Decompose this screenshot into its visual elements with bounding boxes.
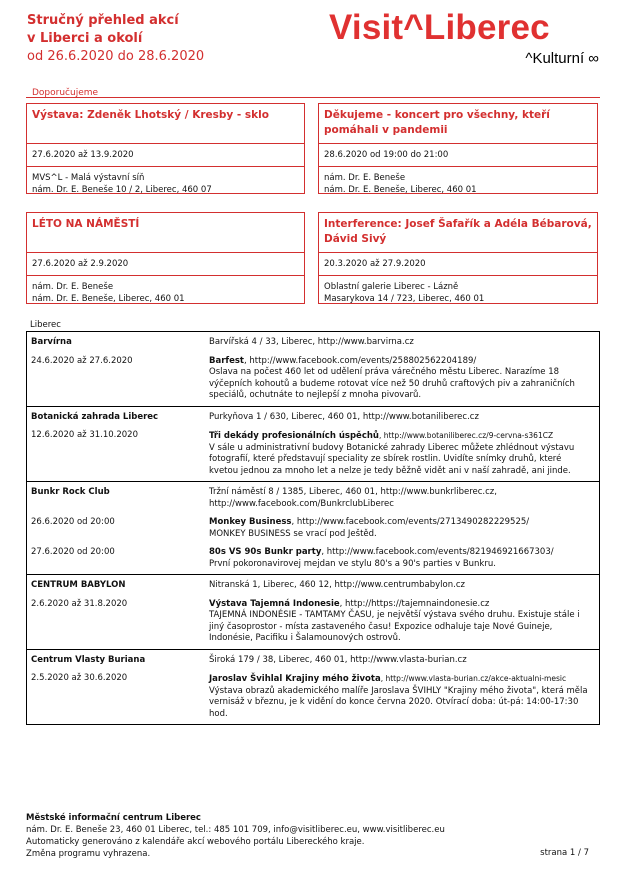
card-place-address: nám. Dr. E. Beneše, Liberec, 460 01 xyxy=(32,294,185,304)
card-place-address: nám. Dr. E. Beneše 10 / 2, Liberec, 460 07 xyxy=(32,185,212,195)
event-row xyxy=(27,349,599,402)
card-date: 27.6.2020 až 2.9.2020 xyxy=(27,253,304,276)
event-row xyxy=(27,423,599,477)
event-description: TAJEMNÁ INDONÉSIE - TAMTAMY ČASU, je největší výstava svého druhu. Existuje stále i jiný časoprostor - místa zastaveného času! Expozice odhaluje taje Nové Guineje, Indonésie, Pacifiku i Šalamounových ostrovů. xyxy=(209,610,580,643)
event-detail xyxy=(209,517,599,540)
event-date: 2.6.2020 až 31.8.2020 xyxy=(31,598,128,609)
venue-block xyxy=(27,649,599,725)
venue-header-row xyxy=(27,407,599,424)
venue-block xyxy=(27,574,599,649)
footer xyxy=(26,812,445,860)
event-row xyxy=(27,510,599,540)
footer-note: Změna programu vyhrazena. xyxy=(26,849,151,859)
event-date: 26.6.2020 od 20:00 xyxy=(31,517,115,527)
event-date: 24.6.2020 až 27.6.2020 xyxy=(31,355,133,366)
event-detail xyxy=(209,599,599,645)
card-place-name: nám. Dr. E. Beneše xyxy=(324,173,406,183)
card-place-address: nám. Dr. E. Beneše, Liberec, 460 01 xyxy=(324,185,477,195)
visit-liberec-logo xyxy=(329,8,601,70)
venue-block xyxy=(27,481,599,574)
event-description: Výstava obrazů akademického malíře Jaroslava ŠVIHLY "Krajiny mého života", která měla vernisáž v březnu, je k vidění do konce června 2020. Otvírací doba: út-pá: 14:00-17:30 hod. xyxy=(209,685,588,719)
event-title: Výstava Tajemná Indonesie xyxy=(209,598,340,609)
venue-table xyxy=(26,331,600,725)
event-date: 2.5.2020 až 30.6.2020 xyxy=(31,673,128,683)
event-description: První pokoronavirovej mejdan ve stylu 80's a 90's parties v Bunkru. xyxy=(209,558,496,569)
event-title: 80s VS 90s Bunkr party xyxy=(209,547,322,557)
venue-name: CENTRUM BABYLON xyxy=(31,580,126,590)
card-place-name: nám. Dr. E. Beneše xyxy=(32,282,114,292)
logo-subtitle: ^Kulturní ∞ xyxy=(525,50,599,67)
venue-header-row xyxy=(27,482,599,510)
card-place xyxy=(319,276,597,305)
card-date: 28.6.2020 od 19:00 do 21:00 xyxy=(319,144,597,167)
card-title: LÉTO NA NÁMĚSTÍ xyxy=(27,213,304,253)
venue-address: Barvířská 4 / 33, Liberec, http://www.barvirna.cz xyxy=(209,337,414,347)
footer-organization: Městské informační centrum Liberec xyxy=(26,813,201,823)
event-row xyxy=(27,592,599,645)
section-label: Liberec xyxy=(30,320,61,330)
venue-header-row xyxy=(27,650,599,667)
venue-name: Bunkr Rock Club xyxy=(31,487,110,497)
venue-name: Botanická zahrada Liberec xyxy=(31,411,159,422)
event-date: 12.6.2020 až 31.10.2020 xyxy=(31,430,139,440)
card-date: 20.3.2020 až 27.9.2020 xyxy=(319,253,597,276)
page-number: strana 1 / 7 xyxy=(540,848,589,858)
venue-address: Nitranská 1, Liberec, 460 12, http://www.centrumbabylon.cz xyxy=(209,580,465,590)
card-title: Děkujeme - koncert pro všechny, kteří pomáhali v pandemii xyxy=(319,104,597,144)
recommended-card xyxy=(26,103,305,194)
recommended-label: Doporučujeme xyxy=(32,88,99,98)
event-title: Tři dekády profesionálních úspěchů xyxy=(209,431,379,441)
card-place xyxy=(319,167,597,196)
title-line-2: v Liberci a okolí xyxy=(27,31,143,46)
recommended-card xyxy=(318,212,598,304)
recommended-card xyxy=(26,212,305,304)
event-date: 27.6.2020 od 20:00 xyxy=(31,547,115,557)
card-title: Výstava: Zdeněk Lhotský / Kresby - sklo xyxy=(27,104,304,144)
event-detail xyxy=(209,547,599,570)
card-place-name: Oblastní galerie Liberec - Lázně xyxy=(324,282,459,292)
recommended-card xyxy=(318,103,598,194)
event-title: Monkey Business xyxy=(209,517,292,527)
event-url: , http://www.vlasta-burian.cz/akce-aktualni-mesic xyxy=(380,674,567,683)
event-row xyxy=(27,666,599,720)
card-place-address: Masarykova 14 / 723, Liberec, 460 01 xyxy=(324,294,485,304)
date-range: od 26.6.2020 do 28.6.2020 xyxy=(27,49,205,64)
card-place xyxy=(27,276,304,305)
event-detail xyxy=(209,356,599,402)
card-place-name: MVS^L - Malá výstavní síň xyxy=(32,173,145,183)
venue-header-row xyxy=(27,575,599,592)
venue-address: Purkyňova 1 / 630, Liberec, 460 01, http://www.botaniliberec.cz xyxy=(209,411,479,422)
venue-address: Tržní náměstí 8 / 1385, Liberec, 460 01, http://www.bunkrliberec.cz, http://www.facebook.com/BunkrclubLiberec xyxy=(209,487,497,509)
event-title: Barfest xyxy=(209,355,244,366)
logo-wordmark: Visit^Liberec xyxy=(329,8,550,47)
event-title: Jaroslav Švihlal Krajiny mého života xyxy=(209,674,381,684)
venue-name: Barvírna xyxy=(31,337,72,347)
event-detail xyxy=(209,430,599,477)
event-description: MONKEY BUSINESS se vrací pod Ještěd. xyxy=(209,528,377,539)
card-date: 27.6.2020 až 13.9.2020 xyxy=(27,144,304,167)
venue-block xyxy=(27,406,599,482)
event-detail xyxy=(209,673,599,720)
venue-address: Široká 179 / 38, Liberec, 460 01, http://www.vlasta-burian.cz xyxy=(209,654,467,665)
venue-name: Centrum Vlasty Buriana xyxy=(31,654,146,665)
event-url: , http://www.facebook.com/events/258802562204189/ xyxy=(244,355,477,366)
event-row xyxy=(27,540,599,570)
event-description: Oslava na počest 460 let od udělení práva várečného městu Liberec. Narazíme 18 výčepních kohoutů a budeme rotovat více než 50 druhů craftových piv a zahraničních speciálů, ochutnáte to nejlepší z mnoha pivovarů. xyxy=(209,367,575,400)
venue-header-row xyxy=(27,332,599,349)
venue-block xyxy=(27,332,599,406)
event-url: , http://www.botaniliberec.cz/9-cervna-s361CZ xyxy=(378,431,554,440)
event-url: , http://www.facebook.com/events/2713490282229525/ xyxy=(291,517,530,527)
title-line-1: Stručný přehled akcí xyxy=(27,13,179,28)
footer-contact: nám. Dr. E. Beneše 23, 460 01 Liberec, tel.: 485 101 709, info@visitliberec.eu, www.visitliberec.eu xyxy=(26,825,445,835)
card-place xyxy=(27,167,304,196)
event-url: , http://https://tajemnaindonesie.cz xyxy=(339,598,490,609)
event-url: , http://www.facebook.com/events/821946921667303/ xyxy=(321,547,554,557)
footer-note: Automaticky generováno z kalendáře akcí webového portálu Libereckého kraje. xyxy=(26,837,365,847)
document-title xyxy=(27,12,317,66)
card-title: Interference: Josef Šafařík a Adéla Bébarová, Dávid Sivý xyxy=(319,213,597,253)
event-description: V sále u administrativní budovy Botanické zahrady Liberec můžete zhlédnout výstavu fotografií, které představují speciality ze sbírek rostlin. Uvidíte snímky druhů, které kvetou jednou za mnoho let a nelze je tedy běžně vidět ani v naší zahradě, ani jinde. xyxy=(209,442,575,476)
